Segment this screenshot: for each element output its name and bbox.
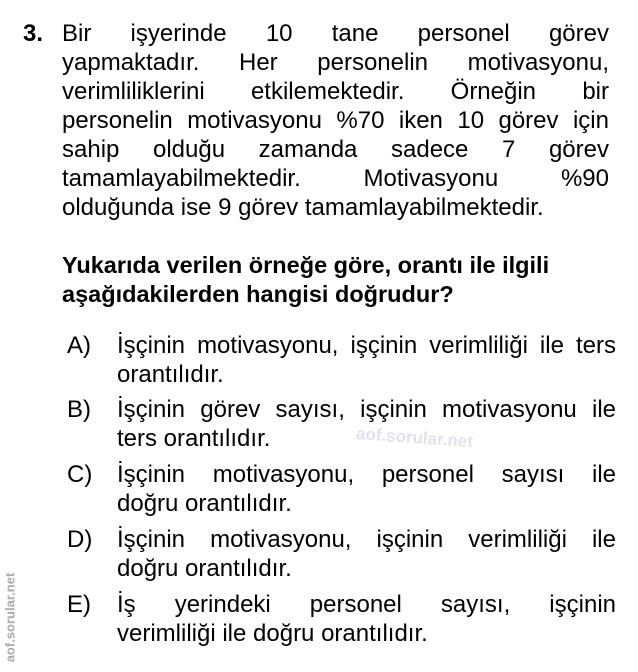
option-line: İş yerindeki personel sayısı, işçinin bbox=[117, 591, 616, 618]
option-line: verimliliği ile doğru orantılıdır. bbox=[117, 620, 428, 647]
option-letter: B) bbox=[67, 396, 91, 423]
stem-line: verimliliklerini etkilemektedir. Örneğin bir bbox=[62, 78, 609, 105]
stem-line: sahip olduğu zamanda sadece 7 görev bbox=[62, 136, 609, 163]
watermark-center: aof.sorular.net bbox=[355, 424, 474, 452]
option-letter: D) bbox=[67, 526, 93, 553]
option-text bbox=[117, 331, 616, 389]
stem-line: Bir işyerinde 10 tane personel görev bbox=[62, 20, 609, 47]
option-text bbox=[117, 590, 616, 648]
option-line: doğru orantılıdır. bbox=[117, 555, 292, 582]
option-line: İşçinin motivasyonu, işçinin verimliliği ile bbox=[117, 526, 616, 553]
option-line: ters orantılıdır. bbox=[117, 425, 271, 452]
prompt-line: Yukarıda verilen örneğe göre, orantı ile ilgili bbox=[62, 252, 550, 278]
option-line: İşçinin görev sayısı, işçinin motivasyonu ile bbox=[117, 396, 616, 423]
option-text bbox=[117, 525, 616, 583]
option-letter: E) bbox=[67, 591, 91, 618]
option-letter: A) bbox=[67, 332, 91, 359]
option-line: orantılıdır. bbox=[117, 361, 224, 388]
prompt-line: aşağıdakilerden hangisi doğrudur? bbox=[62, 281, 454, 307]
stem-line: yapmaktadır. Her personelin motivasyonu, bbox=[62, 49, 609, 76]
option-letter: C) bbox=[67, 461, 93, 488]
question-prompt bbox=[62, 251, 622, 309]
question-stem bbox=[62, 19, 609, 222]
question-number: 3. bbox=[23, 20, 44, 47]
stem-line: olduğunda ise 9 görev tamamlayabilmektedir. bbox=[62, 194, 544, 221]
stem-line: personelin motivasyonu %70 iken 10 görev için bbox=[62, 107, 609, 134]
option-text bbox=[117, 460, 616, 518]
stem-line: tamamlayabilmektedir. Motivasyonu %90 bbox=[62, 165, 609, 192]
option-line: İşçinin motivasyonu, personel sayısı ile bbox=[117, 461, 616, 488]
watermark-side: aof.sorular.net bbox=[2, 572, 18, 663]
option-line: doğru orantılıdır. bbox=[117, 490, 292, 517]
option-line: İşçinin motivasyonu, işçinin verimliliği ile ters bbox=[117, 332, 616, 359]
